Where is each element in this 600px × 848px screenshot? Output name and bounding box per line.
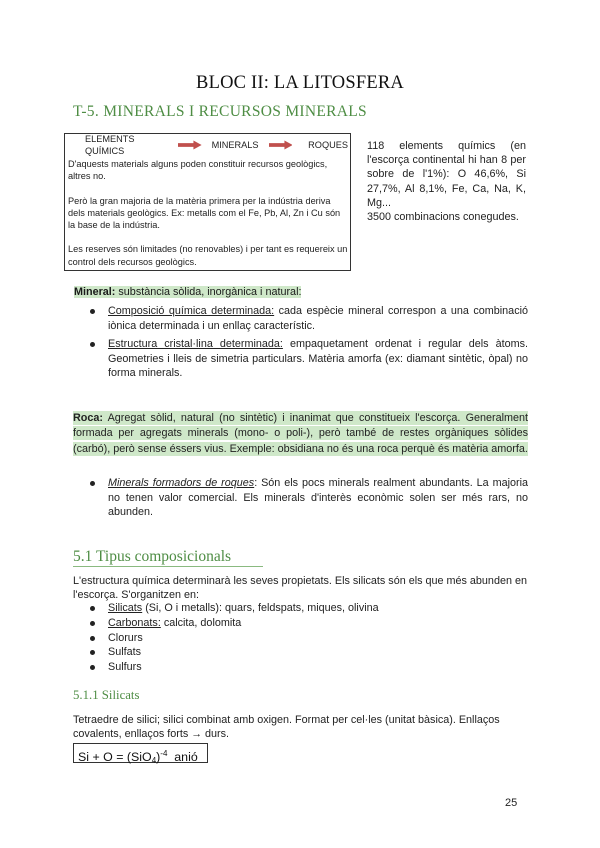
item-text: calcita, dolomita [160,616,242,629]
elements-count-note: 118 elements químics (en l'escorça continental hi han 8 per sobre de l'1%): O 46,6%, Si 27,7%, Al 8,1%, Fe, Ca, Na, K, Mg... [367,140,526,209]
flow-paragraph: D'aquests materials alguns poden constituir recursos geològics, altres no. [68,159,328,182]
flow-paragraph: Però la gran majoria de la matèria primera per la indústria deriva dels materials geològics. Ex: metalls com el Fe, Pb, Al, Zn i Cu són la base de la indústria. [68,195,341,231]
section-title: T-5. MINERALS I RECURSOS MINERALS [73,103,367,120]
combinations-note: 3500 combinacions conegudes. [367,211,519,224]
list-item [90,616,379,631]
arrow-right-icon [178,140,202,150]
bullet-icon [90,481,95,486]
bullet-term: Estructura cristal·lina determinada: [108,338,283,351]
formula-prefix: Si + O = (SiO [78,750,152,764]
list-item [90,645,379,660]
composition-types-list [90,601,379,675]
bullet-term: Minerals formadors de roques [108,477,255,489]
side-note [367,139,526,224]
mineral-definition-text: substància sòlida, inorgànica i natural: [115,286,302,298]
silicats-description: Tetraedre de silici; silici combinat amb oxigen. Format per cel·les (unitat bàsica). Enllaços covalents, enllaços forts → durs. [73,714,500,741]
list-item [90,337,528,381]
flow-paragraph: Les reserves són limitades (no renovables) i per tant es requereix un control dels recursos geològics. [68,244,348,267]
bullet-term: Composició química determinada: [108,305,275,317]
subsection-intro: L'estructura química determinarà les seves propietats. Els silicats són els que més abunden en l'escorça. S'organitzen en: [73,575,527,602]
subsection-underline [73,566,263,567]
item-text: (Si, O i metalls): quars, feldspats, miques, olivina [142,602,379,614]
formula-subscript: 4 [151,756,157,765]
flow-label-rocks: ROQUES [308,139,348,150]
subsection-title: 5.1 Tipus composicionals [73,548,232,565]
bullet-text: : Són els pocs minerals realment abundants. La majoria no tenen valor comercial. Els minerals d'interès econòmic solen ser més rars, no abunden. [108,477,528,519]
bullet-text: cada espècie mineral correspon a una combinació iònica determinada i un enllaç característic. [108,305,528,332]
rock-term: Roca: [73,412,103,424]
item-text: Sulfurs [108,661,142,674]
list-item [90,601,379,616]
formula-superscript: -4 [160,749,168,758]
flow-label-elements: ELEMENTS QUÍMICS [85,133,135,156]
silicate-formula-box [73,743,208,763]
item-term: Silicats [108,602,143,614]
rock-definition-text: Agregat sòlid, natural (no sintètic) i inanimat que constitueix l'escorça. Generalment formada per agregats minerals (mono- o poli-), però també de restes orgàniques sòlides (carbó), però sense éssers vius. Exemple: obsidiana no és una roca perquè és matèria amorfa. [73,412,528,455]
list-item [90,631,379,646]
arrow-right-icon [269,140,293,150]
list-item [90,304,528,333]
rock-minerals-list [90,476,528,524]
flow-label-minerals: MINERALS [211,139,259,150]
subsubsection-title: 5.1.1 Silicats [73,688,140,702]
bullet-icon [90,606,95,611]
list-item [90,660,379,675]
mineral-properties-list [90,304,528,385]
mineral-term: Mineral: [74,286,116,298]
item-text: Clorurs [108,631,143,644]
mineral-definition [74,285,301,299]
formula-suffix: anió [167,750,198,764]
bullet-text: empaquetament ordenat i regular dels àtoms. Geometries i lleis de simetria particulars. Matèria amorfa (ex: diamant sintètic, òpal) no forma minerals. [108,338,528,380]
bullet-icon [90,309,95,314]
bullet-icon [90,665,95,670]
elements-minerals-rocks-box [64,133,351,271]
bullet-icon [90,342,95,347]
bullet-icon [90,636,95,641]
flow-header [68,133,348,156]
formula-close: ) [156,750,161,764]
item-text: Sulfats [108,646,142,659]
page-number: 25 [505,797,518,809]
item-term: Carbonats: [108,616,161,629]
bullet-icon [90,621,95,626]
document-title: BLOC II: LA LITOSFERA [196,73,404,93]
list-item [90,476,528,520]
bullet-icon [90,650,95,655]
rock-definition [73,411,528,457]
